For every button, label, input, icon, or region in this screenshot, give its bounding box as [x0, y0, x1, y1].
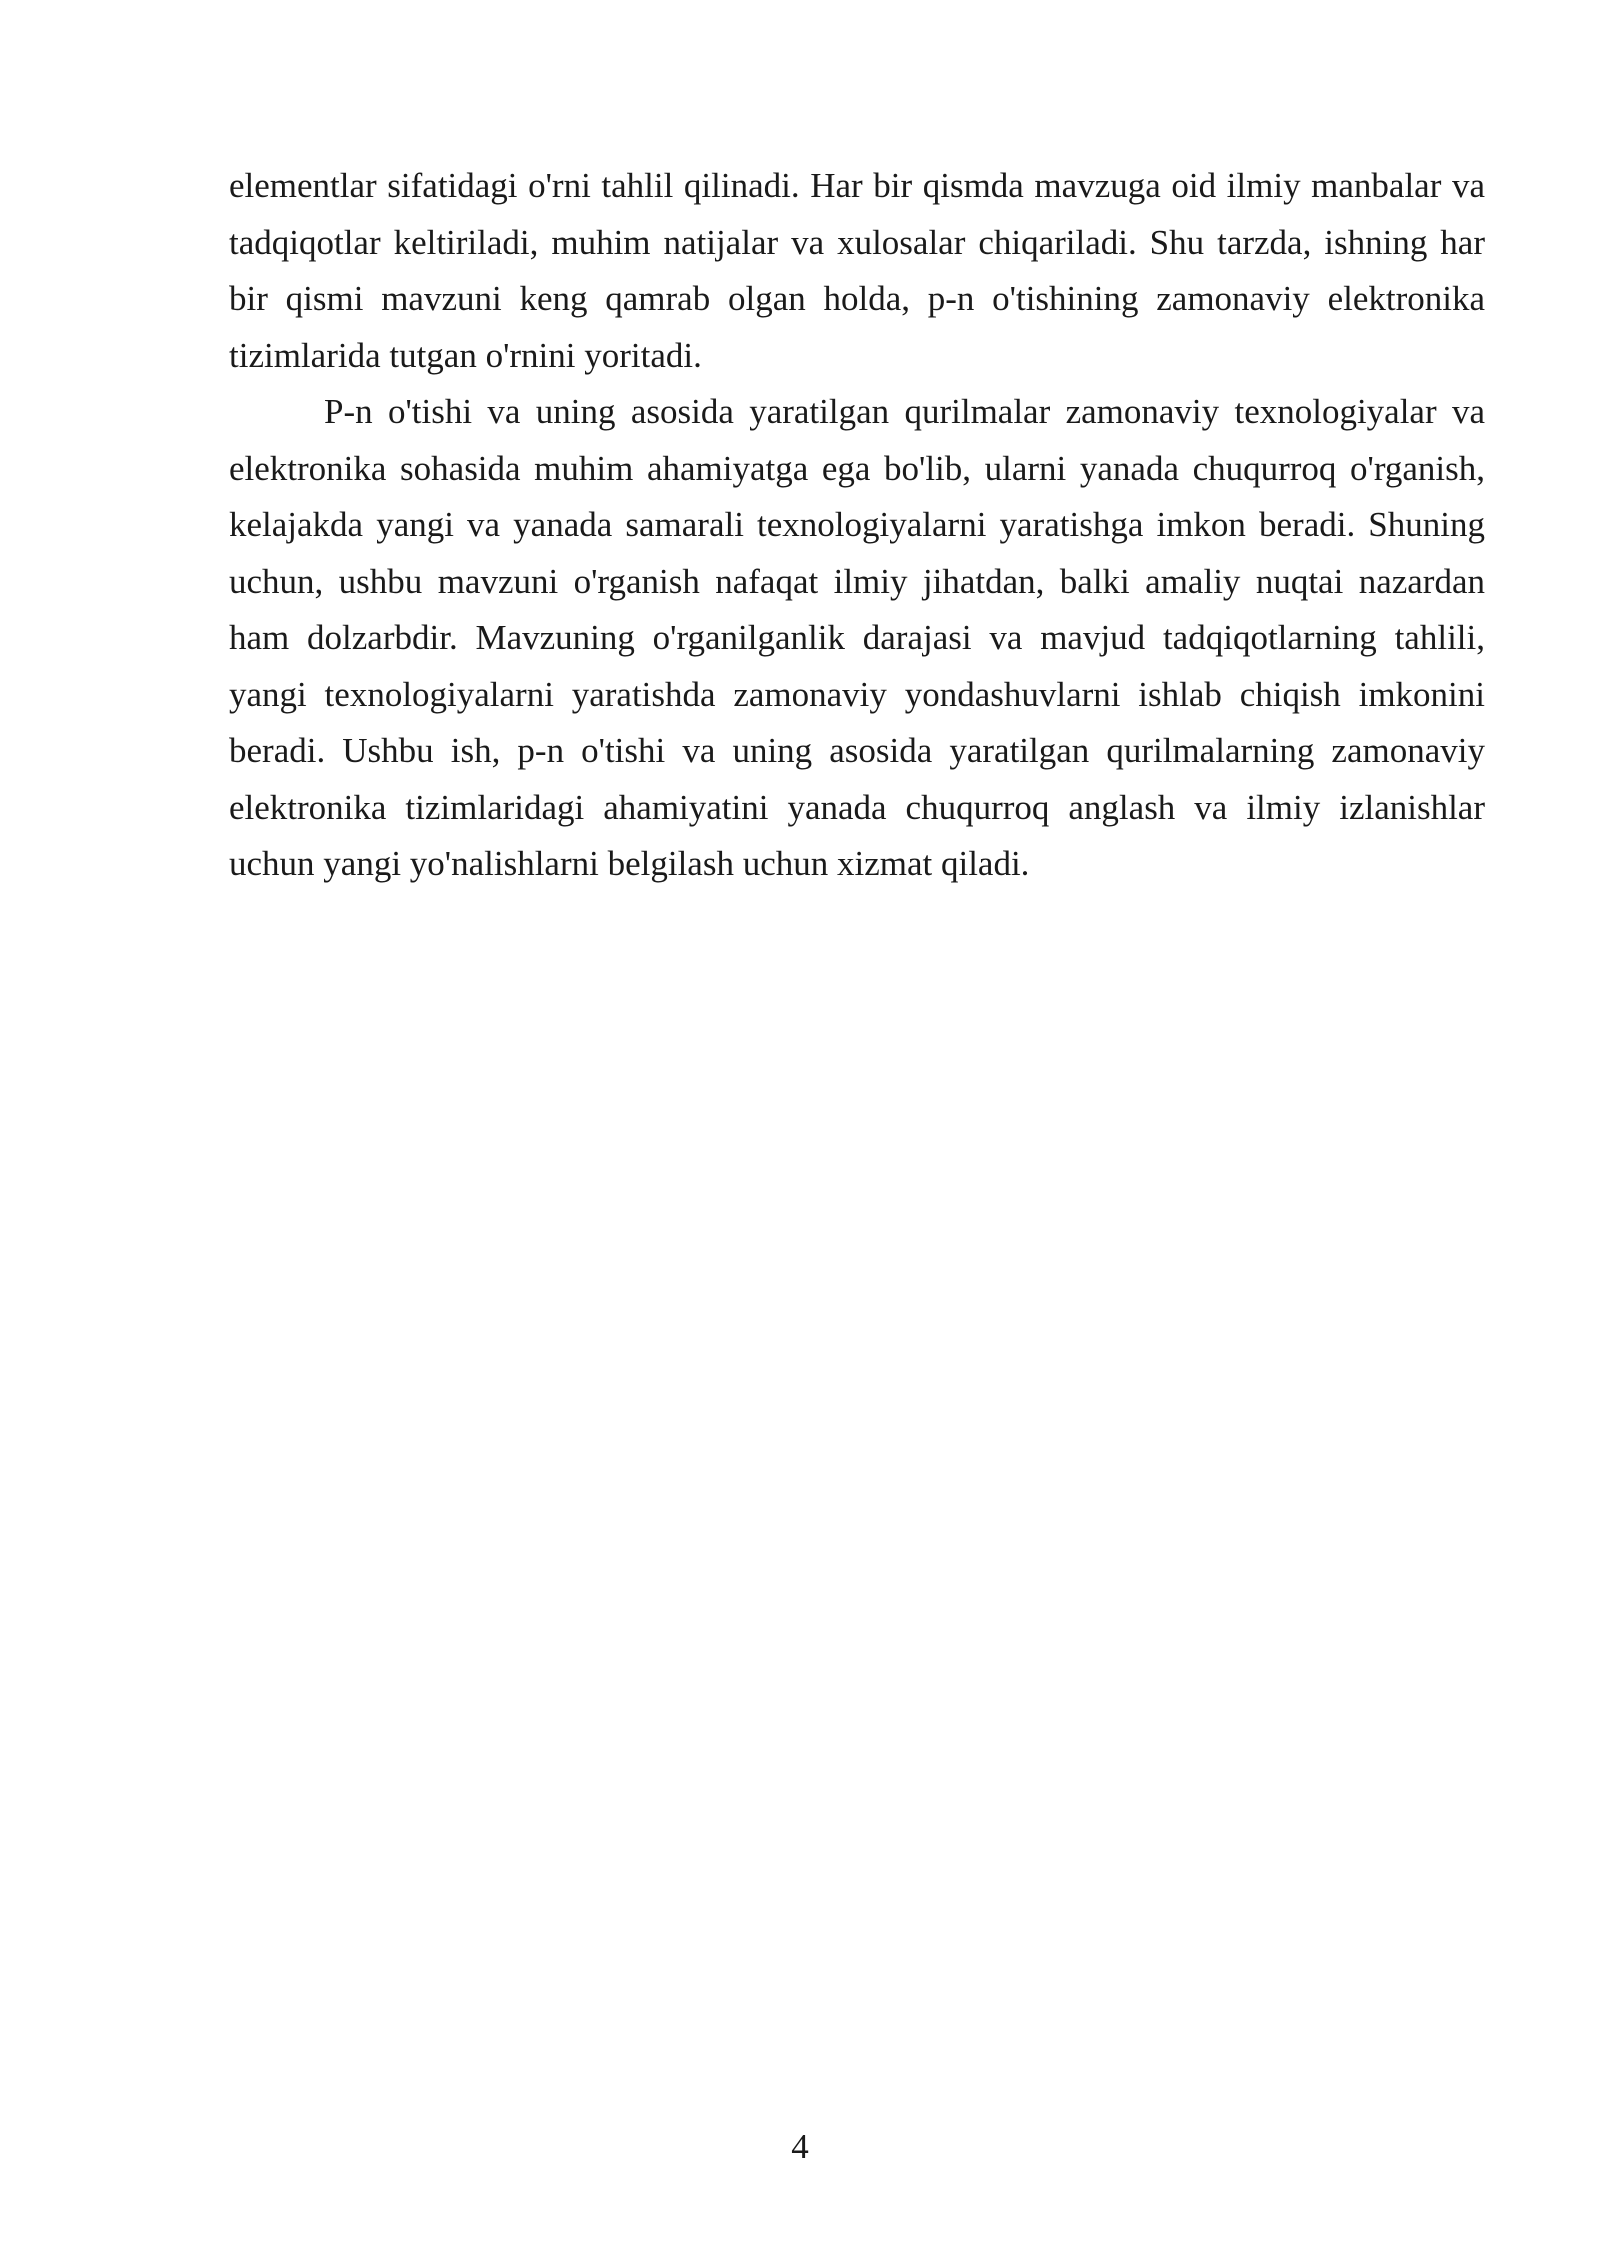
page-number: 4: [791, 2127, 809, 2166]
body-text: [229, 158, 1485, 893]
paragraph-pn-junction: P-n o'tishi va uning asosida yaratilgan qurilmalar zamonaviy texnologiyalar va elektronika sohasida muhim ahamiyatga ega bo'lib, ularni yanada chuqurroq o'rganish, kelajakda yangi va yanada samarali texnologiyalarni yaratishga imkon beradi. Shuning uchun, ushbu mavzuni o'rganish nafaqat ilmiy jihatdan, balki amaliy nuqtai nazardan ham dolzarbdir. Mavzuning o'rganilganlik darajasi va mavjud tadqiqotlarning tahlili, yangi texnologiyalarni yaratishda zamonaviy yondashuvlarni ishlab chiqish imkonini beradi. Ushbu ish, p-n o'tishi va uning asosida yaratilgan qurilmalarning zamonaviy elektronika tizimlaridagi ahamiyatini yanada chuqurroq anglash va ilmiy izlanishlar uchun yangi yo'nalishlarni belgilash uchun xizmat qiladi.: [229, 392, 1485, 883]
paragraph-continued: elementlar sifatidagi o'rni tahlil qilinadi. Har bir qismda mavzuga oid ilmiy manbalar va tadqiqotlar keltiriladi, muhim natijalar va xulosalar chiqariladi. Shu tarzda, ishning har bir qismi mavzuni keng qamrab olgan holda, p-n o'tishining zamonaviy elektronika tizimlarida tutgan o'rnini yoritadi.: [229, 166, 1485, 375]
